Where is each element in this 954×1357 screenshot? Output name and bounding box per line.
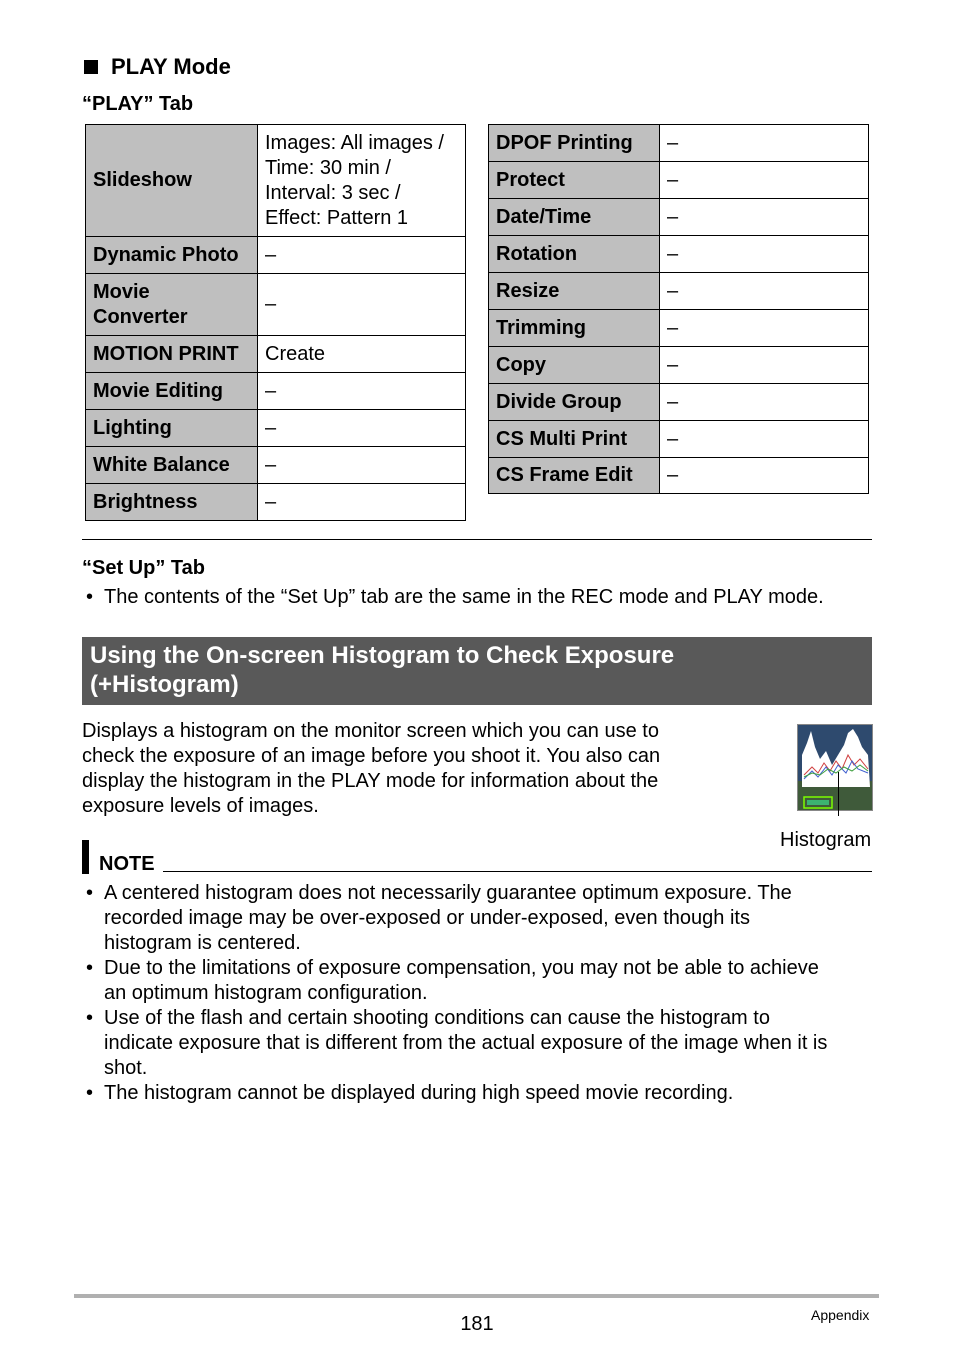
black-square-icon — [84, 60, 98, 74]
note-line: histogram is centered. — [104, 932, 301, 954]
note-label: NOTE — [99, 853, 155, 875]
table-row — [86, 410, 466, 447]
setting-label: DPOF Printing — [489, 125, 660, 162]
note-line: an optimum histogram configuration. — [104, 982, 428, 1004]
value-line: Effect: Pattern 1 — [265, 206, 409, 229]
bullet-text — [104, 881, 792, 956]
section-heading-text: PLAY Mode — [111, 54, 231, 79]
list-item — [82, 1006, 872, 1081]
play-tab-table-right — [488, 124, 869, 494]
setting-label: Copy — [489, 347, 660, 384]
table-row — [489, 347, 869, 384]
setting-label: CS Frame Edit — [489, 458, 660, 494]
table-row — [86, 125, 466, 237]
table-row — [489, 162, 869, 199]
table-row — [489, 236, 869, 273]
setting-label: Date/Time — [489, 199, 660, 236]
setting-value: – — [660, 384, 869, 421]
note-rule — [163, 871, 872, 872]
bullet-text: The contents of the “Set Up” tab are the same in the REC mode and PLAY mode. — [104, 586, 824, 608]
list-item — [82, 956, 872, 1006]
setting-value: – — [258, 484, 466, 521]
bullet-icon: • — [86, 1007, 94, 1029]
section-heading-play-mode — [84, 54, 231, 80]
note-line: A centered histogram does not necessarily guarantee optimum exposure. The — [104, 882, 792, 904]
setting-label: Divide Group — [489, 384, 660, 421]
setting-label: White Balance — [86, 447, 258, 484]
note-line: recorded image may be over-exposed or under-exposed, even though its — [104, 907, 750, 929]
setting-value — [258, 125, 466, 237]
table-row — [86, 237, 466, 274]
table-row — [489, 199, 869, 236]
setting-value: – — [660, 273, 869, 310]
paragraph-line: Displays a histogram on the monitor screen which you can use to — [82, 720, 659, 742]
table-row — [86, 484, 466, 521]
setting-value: Create — [258, 336, 466, 373]
note-line: Use of the flash and certain shooting conditions can cause the histogram to — [104, 1007, 770, 1029]
histogram-graphic-icon — [798, 725, 873, 811]
list-item — [82, 881, 872, 956]
setting-value: – — [258, 373, 466, 410]
banner-line: Using the On-screen Histogram to Check Exposure — [90, 642, 675, 669]
value-line: Interval: 3 sec / — [265, 181, 401, 204]
play-tab-heading: “PLAY” Tab — [82, 93, 194, 115]
histogram-description — [82, 719, 722, 819]
note-line: The histogram cannot be displayed during high speed movie recording. — [104, 1082, 734, 1104]
setting-label: Protect — [489, 162, 660, 199]
table-row — [86, 274, 466, 336]
note-line: shot. — [104, 1057, 148, 1079]
table-row — [489, 125, 869, 162]
setting-value: – — [660, 236, 869, 273]
setting-label: Dynamic Photo — [86, 237, 258, 274]
setting-label: Rotation — [489, 236, 660, 273]
setting-label: CS Multi Print — [489, 421, 660, 458]
table-row — [86, 373, 466, 410]
figure-callout-line — [838, 772, 839, 816]
paragraph-line: check the exposure of an image before you shoot it. You also can — [82, 745, 661, 767]
paragraph-line: display the histogram in the PLAY mode for information about the — [82, 770, 659, 792]
page-number: 181 — [460, 1313, 494, 1335]
setting-value: – — [258, 274, 466, 336]
play-tab-table-left — [85, 124, 466, 521]
bullet-icon: • — [86, 586, 94, 608]
table-row — [489, 310, 869, 347]
bullet-icon: • — [86, 1082, 94, 1104]
table-row — [86, 336, 466, 373]
setting-label: Trimming — [489, 310, 660, 347]
bullet-text — [104, 1081, 733, 1106]
histogram-screen-thumbnail — [797, 724, 873, 811]
table-row — [489, 384, 869, 421]
list-item — [82, 585, 872, 610]
table-row — [489, 273, 869, 310]
footer-section-label: Appendix — [811, 1307, 870, 1323]
bullet-text — [104, 1006, 827, 1081]
setting-label: MOTION PRINT — [86, 336, 258, 373]
note-marker-bar — [82, 840, 89, 874]
setting-label: Resize — [489, 273, 660, 310]
bullet-text — [104, 956, 819, 1006]
label-line: Converter — [93, 305, 188, 328]
setting-value: – — [660, 421, 869, 458]
bullet-icon: • — [86, 882, 94, 904]
setting-value: – — [660, 310, 869, 347]
histogram-section-banner — [82, 637, 872, 705]
footer-rule — [74, 1294, 879, 1298]
table-row — [86, 447, 466, 484]
setup-tab-heading: “Set Up” Tab — [82, 557, 205, 579]
note-line: indicate exposure that is different from the actual exposure of the image when it is — [104, 1032, 828, 1054]
setting-value: – — [258, 237, 466, 274]
setting-label: Movie Editing — [86, 373, 258, 410]
table-row — [489, 421, 869, 458]
value-line: Time: 30 min / — [265, 156, 391, 179]
setting-value: – — [660, 347, 869, 384]
setting-value: – — [660, 199, 869, 236]
note-list — [82, 881, 872, 1106]
list-item — [82, 1081, 872, 1106]
bullet-icon: • — [86, 957, 94, 979]
setting-value: – — [660, 162, 869, 199]
setting-value: – — [660, 458, 869, 494]
banner-line: (+Histogram) — [90, 671, 239, 698]
paragraph-line: exposure levels of images. — [82, 795, 319, 817]
setting-value: – — [258, 447, 466, 484]
setting-value: – — [258, 410, 466, 447]
setting-label: Lighting — [86, 410, 258, 447]
figure-caption: Histogram — [780, 829, 872, 851]
label-line: Movie — [93, 280, 150, 303]
setting-label: Brightness — [86, 484, 258, 521]
setting-value: – — [660, 125, 869, 162]
note-line: Due to the limitations of exposure compensation, you may not be able to achieve — [104, 957, 819, 979]
value-line: Images: All images / — [265, 131, 444, 154]
setting-label — [86, 274, 258, 336]
table-row — [489, 458, 869, 494]
section-divider — [82, 539, 872, 540]
setting-label: Slideshow — [86, 125, 258, 237]
